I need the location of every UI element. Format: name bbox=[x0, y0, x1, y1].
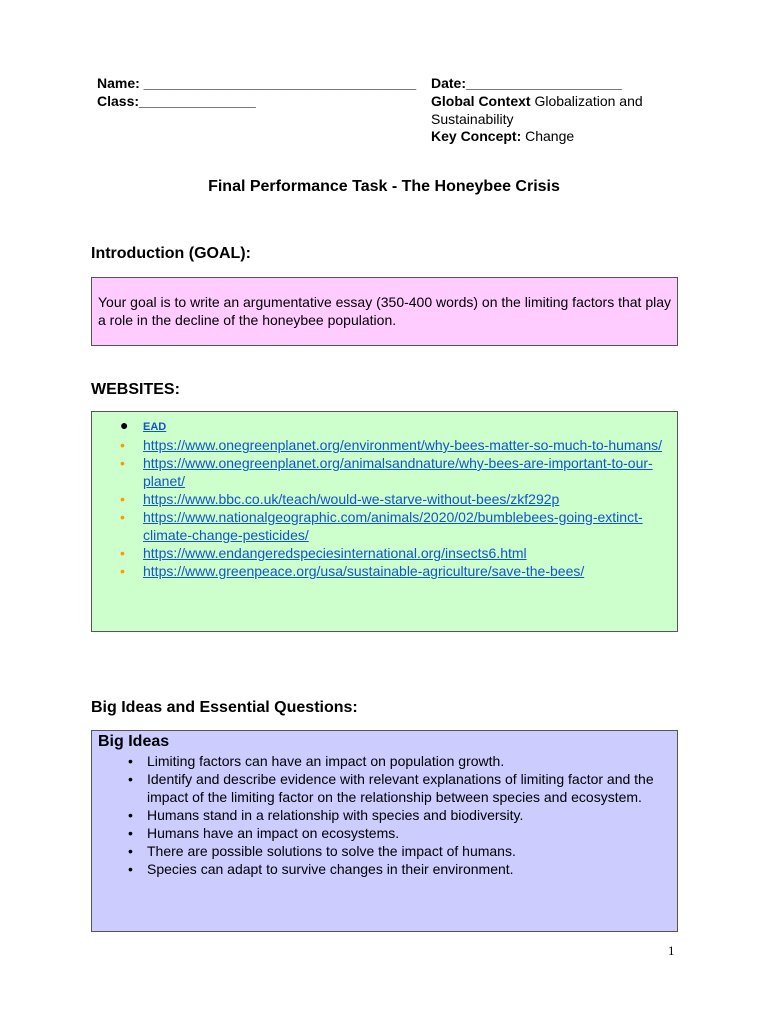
link-natgeo[interactable]: https://www.nationalgeographic.com/animals/2020/02/bumblebees-going-extinct-climate-change-pesticides/ bbox=[143, 509, 643, 543]
key-concept-label: Key Concept: bbox=[431, 128, 522, 144]
bullet-icon: • bbox=[120, 509, 125, 525]
date-line bbox=[431, 74, 622, 92]
bullet-icon: • bbox=[128, 807, 133, 823]
link-onegreenplanet-environment[interactable]: https://www.onegreenplanet.org/environment/why-bees-matter-so-much-to-humans/ bbox=[143, 437, 663, 453]
bullet-icon: • bbox=[128, 843, 133, 859]
link-ead[interactable]: EAD bbox=[143, 421, 167, 433]
link-greenpeace[interactable]: https://www.greenpeace.org/usa/sustainable-agriculture/save-the-bees/ bbox=[143, 563, 585, 579]
websites-heading: WEBSITES: bbox=[91, 381, 180, 398]
introduction-heading: Introduction (GOAL): bbox=[91, 245, 251, 262]
goal-box bbox=[91, 277, 678, 346]
bullet-icon: • bbox=[120, 455, 125, 471]
big-idea-text: Limiting factors can have an impact on population growth. bbox=[147, 753, 505, 769]
bullet-icon: ● bbox=[120, 417, 129, 433]
list-item bbox=[98, 860, 671, 878]
big-idea-text: Humans have an impact on ecosystems. bbox=[147, 825, 400, 841]
goal-text: Your goal is to write an argumentative essay (350-400 words) on the limiting factors that play a role in the decline of the honeybee population. bbox=[98, 294, 672, 328]
list-item bbox=[98, 562, 671, 580]
bullet-icon: • bbox=[120, 563, 125, 579]
bullet-icon: • bbox=[120, 545, 125, 561]
page-title: Final Performance Task - The Honeybee Crisis bbox=[208, 178, 560, 195]
bullet-icon: • bbox=[128, 771, 133, 787]
date-blank[interactable]: ____________________ bbox=[466, 75, 622, 91]
list-item bbox=[98, 770, 671, 806]
class-line bbox=[97, 92, 256, 110]
big-ideas-title: Big Ideas bbox=[98, 733, 170, 750]
global-context-label: Global Context bbox=[431, 93, 531, 109]
link-endangered-species[interactable]: https://www.endangeredspeciesinternational.org/insects6.html bbox=[143, 545, 527, 561]
bullet-icon: • bbox=[120, 437, 125, 453]
name-label: Name: bbox=[97, 75, 140, 91]
page-number: 1 bbox=[668, 943, 675, 958]
list-item bbox=[98, 842, 671, 860]
global-context-line bbox=[431, 92, 676, 128]
list-item bbox=[98, 436, 671, 454]
date-label: Date: bbox=[431, 75, 467, 91]
list-item bbox=[98, 508, 671, 544]
list-item bbox=[98, 454, 671, 490]
bullet-icon: • bbox=[120, 491, 125, 507]
global-context-value: Globalization and Sustainability bbox=[431, 93, 643, 127]
class-label: Class: bbox=[97, 93, 140, 109]
list-item bbox=[98, 824, 671, 842]
big-idea-text: Humans stand in a relationship with species and biodiversity. bbox=[147, 807, 524, 823]
key-concept-value: Change bbox=[521, 128, 575, 144]
name-line bbox=[97, 74, 416, 92]
link-bbc[interactable]: https://www.bbc.co.uk/teach/would-we-starve-without-bees/zkf292p bbox=[143, 491, 560, 507]
list-item bbox=[98, 416, 671, 436]
big-ideas-heading: Big Ideas and Essential Questions: bbox=[91, 699, 358, 716]
list-item bbox=[98, 752, 671, 770]
bullet-icon: • bbox=[128, 861, 133, 877]
big-idea-text: There are possible solutions to solve the impact of humans. bbox=[147, 843, 516, 859]
list-item bbox=[98, 490, 671, 508]
bullet-icon: • bbox=[128, 753, 133, 769]
websites-list bbox=[98, 416, 671, 580]
class-blank[interactable]: _______________ bbox=[139, 93, 256, 109]
list-item bbox=[98, 544, 671, 562]
list-item bbox=[98, 806, 671, 824]
bullet-icon: • bbox=[128, 825, 133, 841]
big-idea-text: Identify and describe evidence with relevant explanations of limiting factor and the impact of the limiting factor on the relationship between species and ecosystem. bbox=[147, 771, 654, 805]
link-onegreenplanet-animals[interactable]: https://www.onegreenplanet.org/animalsandnature/why-bees-are-important-to-our-planet/ bbox=[143, 455, 653, 489]
websites-box bbox=[91, 411, 678, 632]
name-blank[interactable]: ___________________________________ bbox=[139, 75, 417, 91]
big-idea-text: Species can adapt to survive changes in their environment. bbox=[147, 861, 514, 877]
key-concept-line bbox=[431, 127, 574, 145]
big-ideas-list bbox=[98, 752, 671, 878]
big-ideas-box bbox=[91, 730, 678, 932]
